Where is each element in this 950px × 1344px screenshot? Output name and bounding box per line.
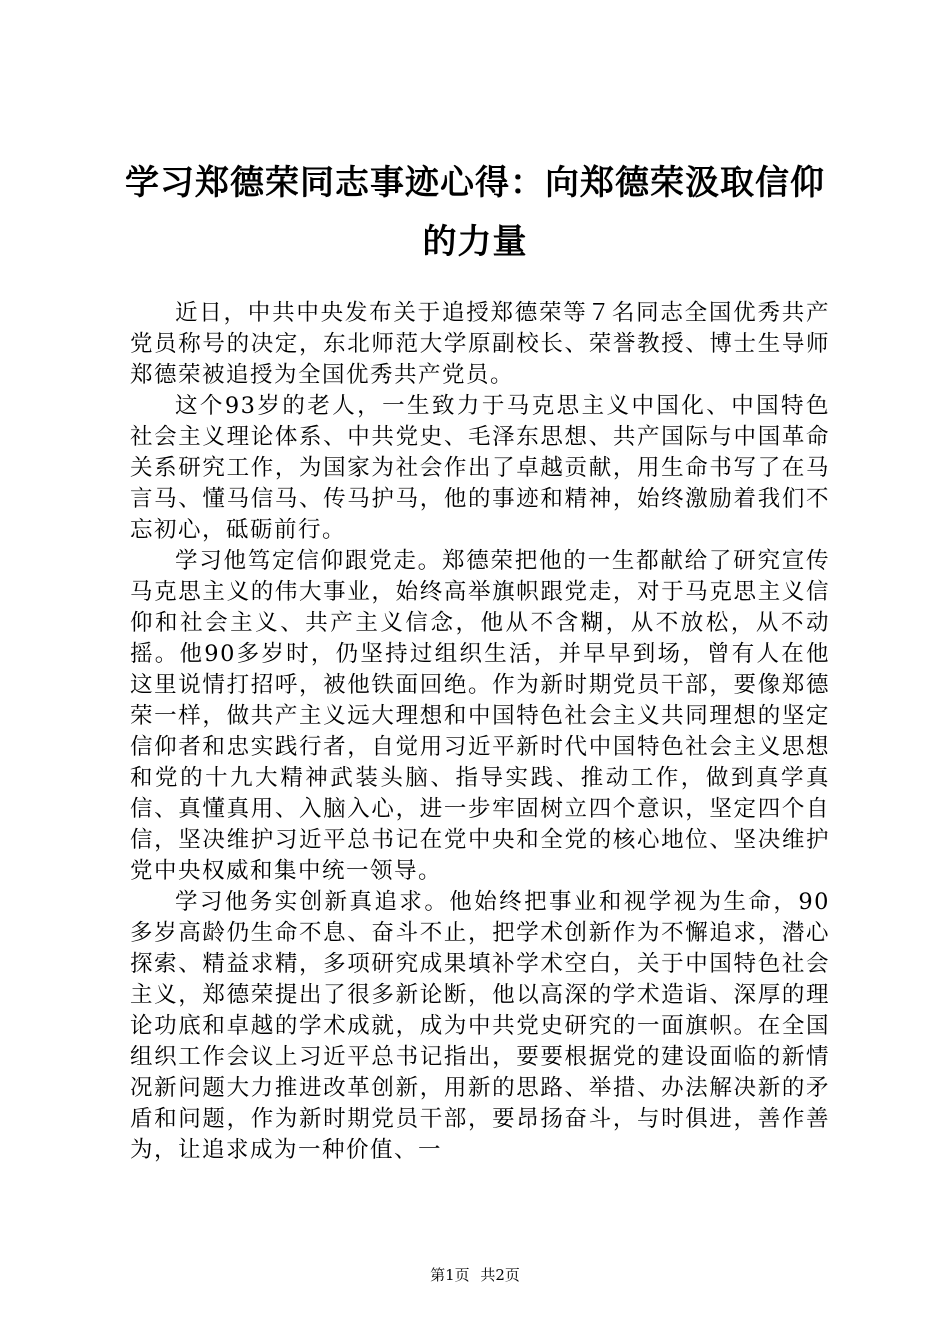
paragraph-4: 学习他务实创新真追求。他始终把事业和视学视为生命，90多岁高龄仍生命不息、奋斗不止，把学术创新作为不懈追求，潜心探索、精益求精，多项研究成果填补学术空白，关于中国特色社会主义，郑德荣提出了很多新论断，他以高深的学术造诣、深厚的理论功底和卓越的学术成就，成为中共党史研究的一面旗帜。在全国组织工作会议上习近平总书记指出，要要根据党的建设面临的新情况新问题大力推进改革创新，用新的思路、举措、办法解决新的矛盾和问题，作为新时期党员干部，要昂扬奋斗，与时俱进，善作善为，让追求成为一种价值、一	[130, 889, 830, 1163]
document-body	[130, 298, 830, 1166]
page-footer	[0, 1266, 950, 1284]
paragraph-2: 这个93岁的老人，一生致力于马克思主义中国化、中国特色社会主义理论体系、中共党史、毛泽东思想、共产国际与中国革命关系研究工作，为国家为社会作出了卓越贡献，用生命书写了在马言马、懂马信马、传马护马，他的事迹和精神，始终激励着我们不忘初心，砥砺前行。	[130, 393, 830, 543]
page-total: 共2页	[480, 1266, 520, 1284]
document-title-line-1: 学习郑德荣同志事迹心得：向郑德荣汲取信仰	[125, 163, 825, 203]
document-title-line-2: 的力量	[422, 222, 528, 262]
paragraph-3: 学习他笃定信仰跟党走。郑德荣把他的一生都献给了研究宣传马克思主义的伟大事业，始终高举旗帜跟党走，对于马克思主义信仰和社会主义、共产主义信念，他从不含糊，从不放松，从不动摇。他90多岁时，仍坚持过组织生活，并早早到场，曾有人在他这里说情打招呼，被他铁面回绝。作为新时期党员干部，要像郑德荣一样，做共产主义远大理想和中国特色社会主义共同理想的坚定信仰者和忠实践行者，自觉用习近平新时代中国特色社会主义思想和党的十九大精神武装头脑、指导实践、推动工作，做到真学真信、真懂真用、入脑入心，进一步牢固树立四个意识，坚定四个自信，坚决维护习近平总书记在党中央和全党的核心地位、坚决维护党中央权威和集中统一领导。	[130, 548, 830, 884]
page-number: 第1页	[430, 1266, 470, 1284]
paragraph-1: 近日，中共中央发布关于追授郑德荣等７名同志全国优秀共产党员称号的决定，东北师范大学原副校长、荣誉教授、博士生导师郑德荣被追授为全国优秀共产党员。	[130, 300, 830, 388]
